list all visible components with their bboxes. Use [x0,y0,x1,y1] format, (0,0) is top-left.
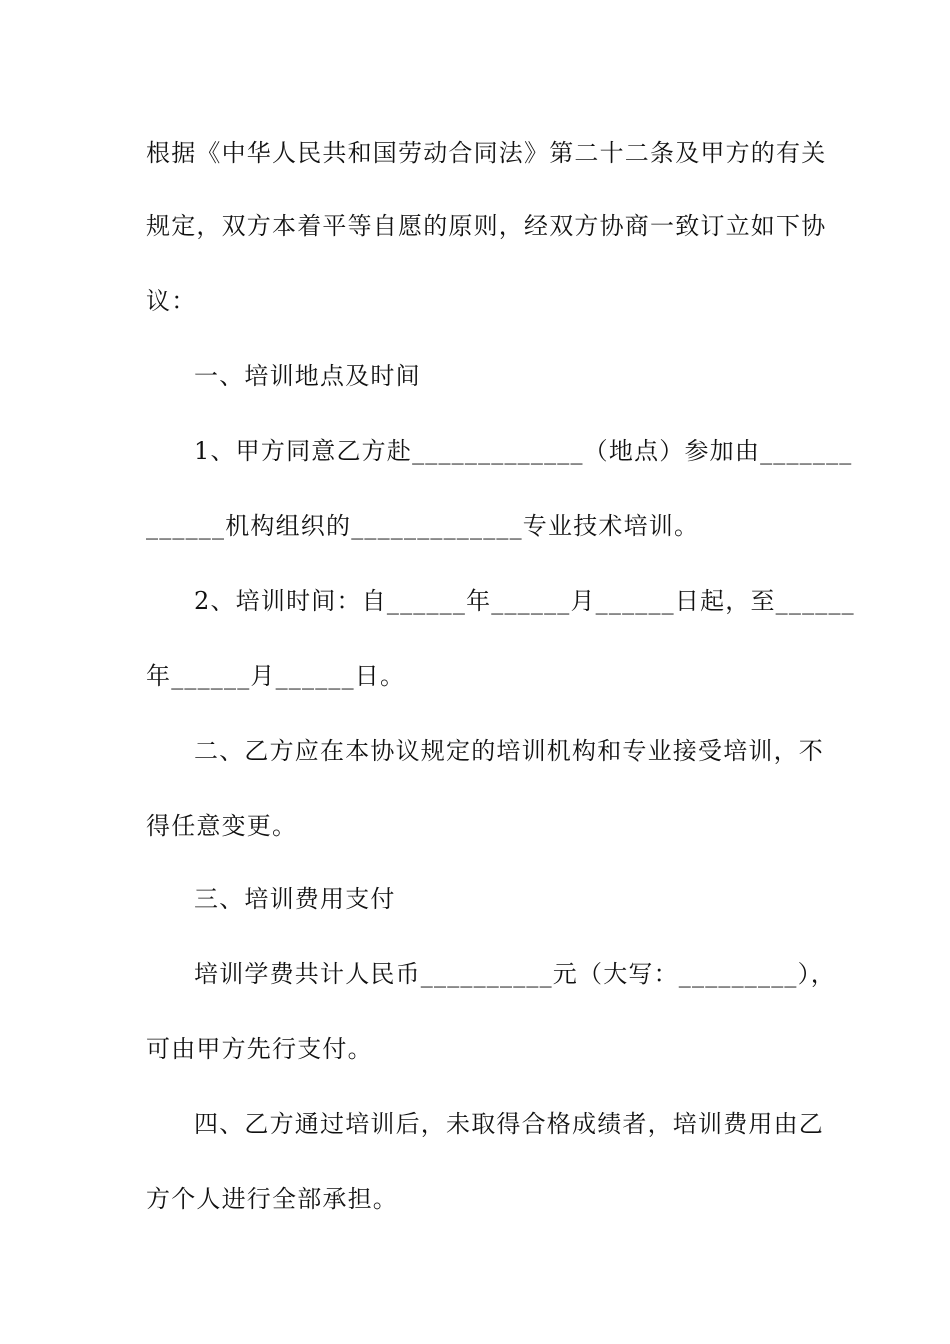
clause-1-line-2: ______机构组织的_____________专业技术培训。 [146,512,700,540]
clause-1-line-1: 1、甲方同意乙方赴_____________（地点）参加由_______ [194,437,853,465]
section-4-line-2: 方个人进行全部承担。 [146,1185,398,1213]
section-2-line-1: 二、乙方应在本协议规定的培训机构和专业接受培训，不 [194,737,824,765]
clause-2-line-2: 年______月______日。 [146,662,406,690]
fee-line-2: 可由甲方先行支付。 [146,1035,373,1063]
section-2-line-2: 得任意变更。 [146,812,298,840]
clause-2-line-1: 2、培训时间：自______年______月______日起，至______ [194,587,855,615]
paragraph-intro-line-1: 根据《中华人民共和国劳动合同法》第二十二条及甲方的有关 [146,139,827,167]
section-heading-1: 一、培训地点及时间 [194,362,421,390]
section-4-line-1: 四、乙方通过培训后，未取得合格成绩者，培训费用由乙 [194,1110,824,1138]
paragraph-intro-line-2: 规定，双方本着平等自愿的原则，经双方协商一致订立如下协 [146,212,827,240]
section-heading-3: 三、培训费用支付 [194,885,396,913]
fee-line-1: 培训学费共计人民币__________元（大写：_________）， [194,960,836,988]
paragraph-intro-line-3: 议： [146,287,197,315]
